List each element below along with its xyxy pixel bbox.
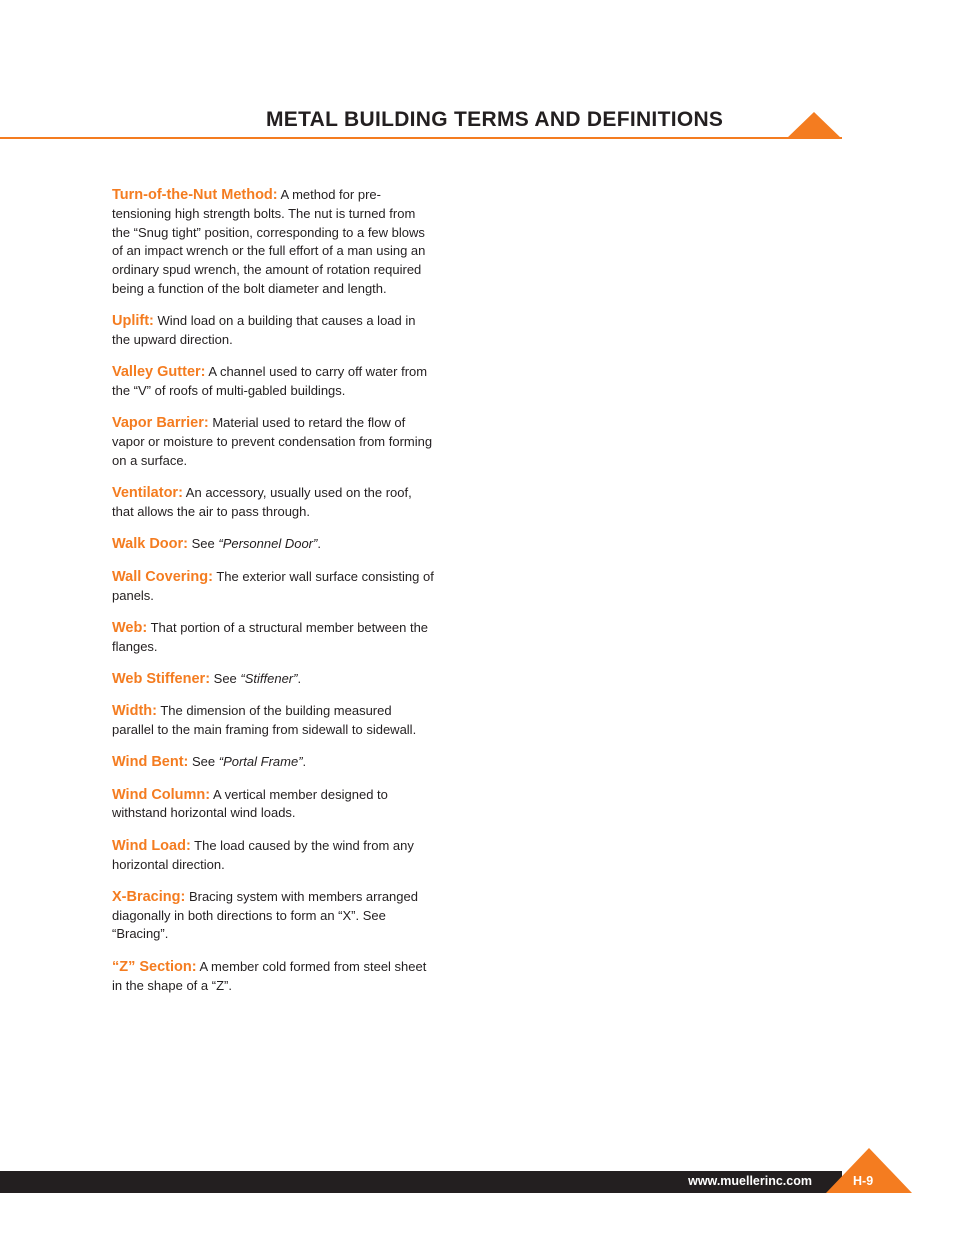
definition-reference: “Stiffener” [240,670,298,686]
definition-text: See [188,536,219,552]
definition-term: Uplift: [112,313,154,330]
definition-entry [112,786,434,824]
definitions-list [112,186,434,1009]
definition-term: Wind Column: [112,786,211,803]
definition-text: That portion of a structural member between the flanges. [112,619,429,654]
definition-text: See [188,754,219,770]
definition-text: A method for pre-tensioning high strength bolts. The nut is turned from the “Snug tight” position, corresponding to a few blows of an impact wrench or the full effort of a man using an ordinary spud wrench, the amount of rotation required being a function of the bolt diameter and length. [112,187,426,296]
definition-entry [112,888,434,944]
definition-term: Wall Covering: [112,568,213,585]
definition-text: A vertical member designed to withstand horizontal wind loads. [112,786,388,821]
definition-term: Turn-of-the-Nut Method: [112,187,278,203]
definition-term: Wind Load: [112,837,191,854]
definition-term: X-Bracing: [112,888,186,905]
definition-text: Wind load on a building that causes a load in the upward direction. [112,313,416,348]
definition-entry [112,702,434,740]
definition-term: Wind Bent: [112,754,189,771]
definition-text: Bracing system with members arranged diagonally in both directions to form an “X”. See “Bracing”. [112,888,418,942]
definition-entry [112,619,434,657]
definition-reference: “Personnel Door” [218,536,318,552]
definition-text: The dimension of the building measured parallel to the main framing from sidewall to sidewall. [112,703,417,738]
definition-term: Width: [112,703,157,720]
header-triangle-icon [786,112,842,139]
definition-entry [112,414,434,470]
definition-text: An accessory, usually used on the roof, that allows the air to pass through. [112,485,412,520]
definition-text: The exterior wall surface consisting of panels. [112,568,434,603]
definition-term: Ventilator: [112,485,183,502]
definition-entry [112,958,434,996]
page-number: H-9 [853,1174,874,1188]
definition-term: Walk Door: [112,536,188,553]
definition-entry [112,363,434,401]
definition-punctuation: . [302,754,307,770]
footer-url[interactable]: www.muellerinc.com [688,1174,812,1188]
header-rule [0,137,842,139]
definition-entry [112,312,434,350]
definition-term: “Z” Section: [112,958,197,975]
definition-entry [112,753,434,772]
definition-entry [112,535,434,554]
definition-text: The load caused by the wind from any horizontal direction. [112,837,414,872]
definition-entry [112,186,434,299]
definition-entry [112,568,434,606]
definition-entry [112,484,434,522]
definition-text: Material used to retard the flow of vapor or moisture to prevent condensation from forming on a surface. [112,415,433,469]
definition-reference: “Portal Frame” [218,754,303,770]
definition-term: Valley Gutter: [112,364,206,381]
definition-text: See [210,670,241,686]
page-title: METAL BUILDING TERMS AND DEFINITIONS [266,108,724,131]
definition-text: A member cold formed from steel sheet in the shape of a “Z”. [112,958,427,993]
definition-text: A channel used to carry off water from the “V” of roofs of multi-gabled buildings. [112,364,428,399]
definition-term: Vapor Barrier: [112,415,209,432]
definition-punctuation: . [297,670,302,686]
definition-entry [112,837,434,875]
definition-entry [112,670,434,689]
definition-term: Web: [112,619,148,636]
definition-term: Web Stiffener: [112,670,211,687]
definition-punctuation: . [317,536,321,552]
